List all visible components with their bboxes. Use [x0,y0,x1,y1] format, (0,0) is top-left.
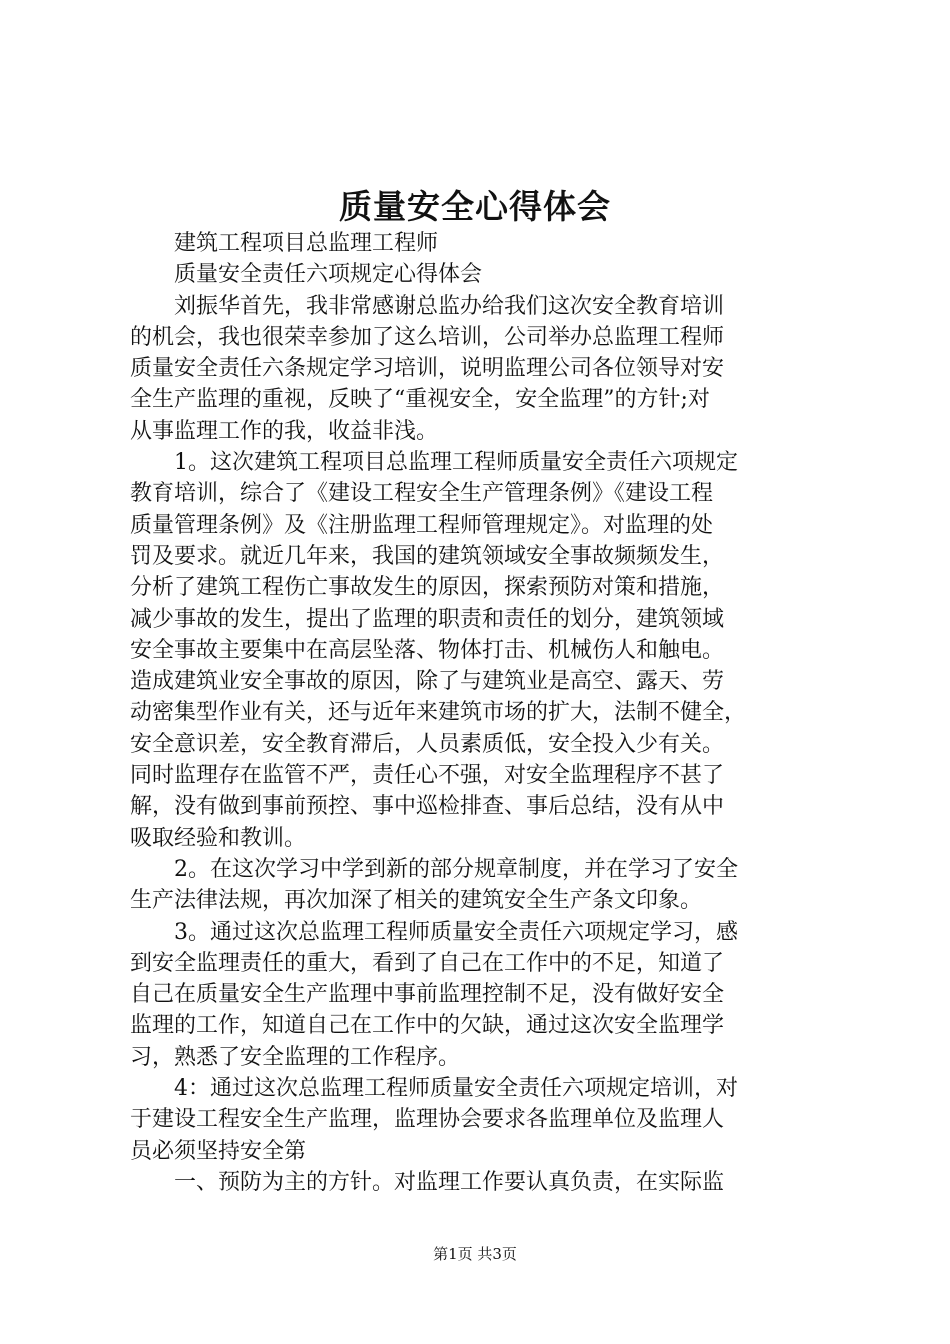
body-text-line: 4：通过这次总监理工程师质量安全责任六项规定培训，对 [130,1076,738,1102]
document-body [130,228,830,1198]
body-text-line: 同时监理存在监管不严，责任心不强，对安全监理程序不甚了 [130,763,725,789]
body-text-line: 监理的工作，知道自己在工作中的欠缺，通过这次安全监理学 [130,1013,725,1039]
body-text-line: 2。在这次学习中学到新的部分规章制度，并在学习了安全 [130,856,738,882]
body-text-line: 刘振华首先，我非常感谢总监办给我们这次安全教育培训 [130,293,725,319]
body-text-line: 安全意识差，安全教育滞后，人员素质低，安全投入少有关。 [130,731,725,757]
body-text-line: 分析了建筑工程伤亡事故发生的原因，探索预防对策和措施， [130,575,725,601]
body-text-line: 1。这次建筑工程项目总监理工程师质量安全责任六项规定 [130,450,738,476]
body-text-line: 建筑工程项目总监理工程师 [130,231,439,256]
page-footer: 第1页 共3页 [433,1245,517,1263]
body-text-line: 造成建筑业安全事故的原因，除了与建筑业是高空、露天、劳 [130,669,725,695]
body-text-line: 自己在质量安全生产监理中事前监理控制不足，没有做好安全 [130,982,725,1008]
body-text-line: 员必须坚持安全第 [130,1138,307,1164]
body-text-line: 全生产监理的重视，反映了“重视安全，安全监理”的方针;对 [130,387,710,413]
body-text-line: 于建设工程安全生产监理，监理协会要求各监理单位及监理人 [130,1107,725,1133]
body-text-line: 罚及要求。就近几年来，我国的建筑领域安全事故频频发生， [130,543,725,569]
body-text-line: 安全事故主要集中在高层坠落、物体打击、机械伤人和触电。 [130,637,725,663]
body-text-line: 动密集型作业有关，还与近年来建筑市场的扩大，法制不健全， [130,700,747,726]
body-text-line: 吸取经验和教训。 [130,825,307,851]
body-text-line: 减少事故的发生，提出了监理的职责和责任的划分，建筑领域 [130,606,725,632]
body-text-line: 从事监理工作的我，收益非浅。 [130,418,439,444]
body-text-line: 质量安全责任六条规定学习培训，说明监理公司各位领导对安 [130,356,725,382]
body-text-line: 质量安全责任六项规定心得体会 [130,262,483,288]
body-text-line: 生产法律法规，再次加深了相关的建筑安全生产条文印象。 [130,888,703,914]
body-text-line: 解，没有做到事前预控、事中巡检排查、事后总结，没有从中 [130,794,725,820]
body-text-line: 的机会，我也很荣幸参加了这么培训，公司举办总监理工程师 [130,324,725,350]
body-text-line: 教育培训，综合了《建设工程安全生产管理条例》《建设工程 [130,481,714,507]
body-text-line: 到安全监理责任的重大，看到了自己在工作中的不足，知道了 [130,950,725,976]
page-title: 质量安全心得体会 [339,187,611,226]
body-text-line: 3。通过这次总监理工程师质量安全责任六项规定学习，感 [130,919,738,945]
body-text-line: 一、预防为主的方针。对监理工作要认真负责，在实际监 [130,1169,725,1195]
body-text-line: 质量管理条例》及《注册监理工程师管理规定》。对监理的处 [130,512,714,538]
body-text-line: 习，熟悉了安全监理的工作程序。 [130,1044,461,1070]
